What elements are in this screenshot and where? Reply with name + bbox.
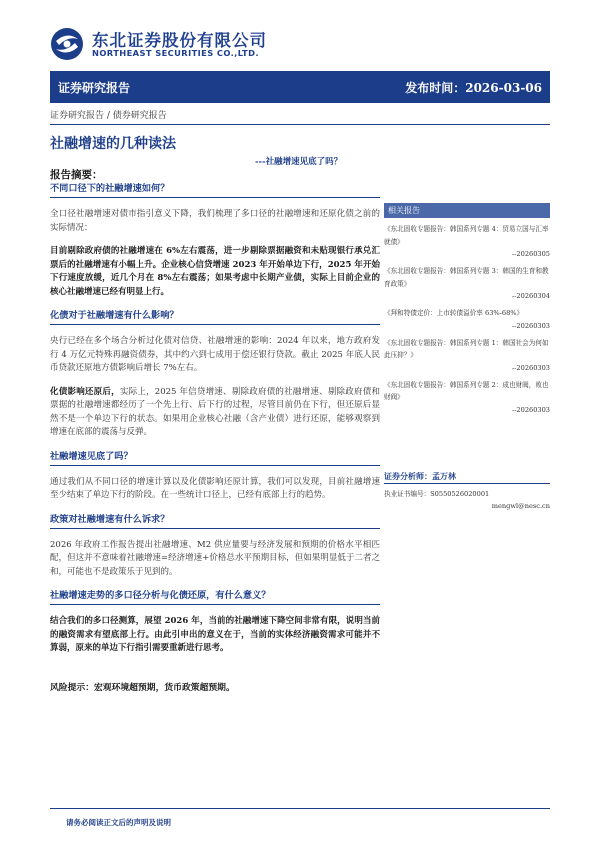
analyst-name: 证券分析师：孟万林 — [384, 471, 550, 484]
section-heading: 政策对社融增速有什么诉求？ — [50, 513, 380, 529]
report-banner — [50, 71, 550, 103]
analyst-cert: 执业证书编号：S0550526020001 — [384, 490, 490, 498]
related-reports — [384, 203, 550, 420]
footer-divider — [50, 808, 550, 809]
related-report-link[interactable]: 《东北固收专题报告：韩国系列专题 2：成也财阀，败也财阀》 — [384, 380, 549, 401]
related-report-date: --20260304 — [511, 292, 550, 300]
footer-disclaimer-link[interactable]: 请务必阅读正文后的声明及说明 — [66, 818, 171, 827]
section-heading: 化债对于社融增速有什么影响？ — [50, 309, 380, 325]
section-paragraph: 通过我们从不同口径的增速计算以及化债影响还原计算，我们可以发现，目前社融增速至少结束了单边下行的阶段。在一些统计口径上，已经有底部上行的趋势。 — [50, 476, 380, 500]
section-paragraph: 央行已经在多个场合分析过化债对信贷、社融增速的影响：2024 年以来，地方政府发行 4 万亿元特殊再融资债券，其中约六到七成用于偿还银行贷款。截止 2025 年底人民币贷款还原地方债影响后增长 7%左右。 — [50, 336, 380, 373]
northeast-securities-logo-icon — [50, 27, 84, 61]
abstract-label: 报告摘要： — [50, 169, 103, 181]
company-name-cn: 东北证券股份有限公司 — [92, 31, 267, 50]
section-paragraph-bold: 目前剔除政府债的社融增速在 6%左右震荡，进一步剔除票据融资和未贴现银行承兑汇票后的社融增速有小幅上升。企业核心信贷增速 2023 年开始单边下行，2025 年开始下行速度放缓，近几个月在 8%左右震荡；如果考虑中长期产业债，实际上目前企业的核心社融增速已经有明显上行。 — [50, 246, 380, 297]
related-report-date: --20260303 — [511, 321, 550, 330]
related-report-date: --20260303 — [511, 405, 550, 414]
analyst-email-link[interactable]: mengwl@nesc.cn — [491, 502, 550, 510]
related-report-link[interactable]: 《拜和特债定价：上市转债溢价率 63%-68%》 — [384, 309, 524, 317]
analyst-info — [384, 471, 550, 510]
section-heading: 社融增速见底了吗？ — [50, 450, 380, 466]
section-paragraph: 2026 年政府工作报告提出社融增速、M2 供应量要与经济发展和预期的价格水平相匹配，但这并不意味着社融增速=经济增速+价格总水平预期目标，但如果明显低于二者之和，可能也不是政策乐于见到的。 — [50, 539, 380, 577]
report-type: 证券研究报告 — [58, 81, 131, 95]
section-paragraph — [50, 386, 380, 440]
publish-time: 发布时间：2026-03-06 — [405, 81, 542, 95]
related-report-link[interactable]: 《东北固收专题报告：韩国系列专题 1：韩国社会为何如此压抑？》 — [384, 338, 549, 359]
page-subtitle: ---社融增速见底了吗？ — [255, 157, 343, 167]
related-reports-heading: 相关报告 — [384, 203, 550, 218]
related-report-date: --20260303 — [511, 363, 550, 372]
paragraph-lead: 化债影响还原后， — [50, 386, 120, 397]
related-report-link[interactable]: 《东北固收专题报告：韩国系列专题 3：韩国的生育和教育政策》 — [384, 267, 549, 288]
header-divider — [50, 124, 550, 125]
section-paragraph: 全口径社融增速对债市指引意义下降，我们梳理了多口径的社融增速和还原化债之前的实际情况： — [50, 209, 380, 233]
paragraph-text: 实际上，2025 年信贷增速、剔除政府债的社融增速、剔除政府债和票据的社融增速都经历了一个先上行、后下行的过程，尽管目前仍在下行，但还原后显然不是一个单边下行的状态。如果用企业核心社融（含产业债）进行还原，能够观察到增速在底部的震荡与反弹。 — [50, 386, 380, 437]
related-report-date: --20260305 — [511, 250, 550, 258]
breadcrumb: 证券研究报告 / 债券研究报告 — [50, 111, 167, 121]
company-name-en: NORTHEAST SECURITIES CO.,LTD. — [92, 48, 259, 58]
section-heading: 不同口径下的社融增速如何？ — [50, 182, 380, 198]
page-title: 社融增速的几种读法 — [50, 136, 176, 152]
section-paragraph-bold: 结合我们的多口径测算，展望 2026 年，当前的社融增速下降空间非常有限，说明当前的融资需求有望底部上行。由此引申出的意义在于，当前的实体经济融资需求可能并不算弱，原来的单边下行指引需要重新进行思考。 — [50, 616, 380, 653]
abstract-body — [50, 182, 380, 693]
related-report-link[interactable]: 《东北固收专题报告：韩国系列专题 4：贸易立国与汇率就债》 — [384, 225, 549, 246]
section-heading: 社融增速走势的多口径分析与化债还原，有什么意义？ — [50, 589, 380, 605]
risk-warning: 风险提示：宏观环境超预期，货币政策超预期。 — [50, 682, 235, 693]
